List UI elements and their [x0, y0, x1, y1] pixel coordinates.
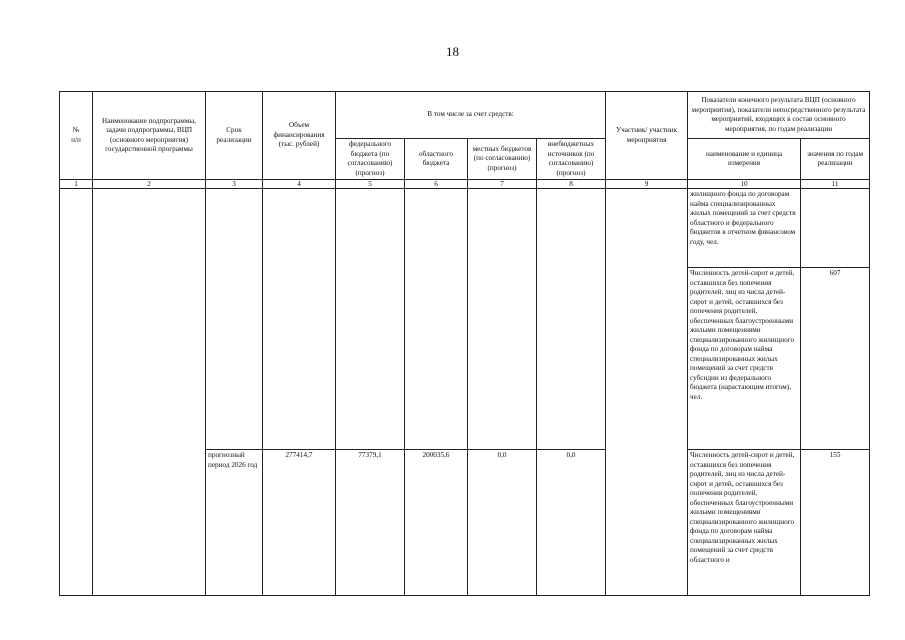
header-name: Наименование подпрограммы, задачи подпрограммы, ВЦП (основного мероприятия) государственной программы	[93, 92, 206, 180]
cell-local	[468, 189, 537, 450]
program-table	[59, 91, 870, 596]
indicator-value: 155	[801, 450, 870, 596]
cell-total	[263, 189, 336, 450]
page-number: 18	[446, 44, 459, 59]
column-number: 2	[93, 180, 206, 189]
indicator-text: Численность детей-сирот и детей, оставшихся без попечения родителей, лиц из числа детей-сирот и детей, оставшихся без попечения родителей, обеспеченных благоустроенными жилыми помещениями специализированного жилищного фонда по договорам найма специализированных жилых помещений за счет средств областного и	[688, 450, 801, 596]
indicator-value: 607	[801, 268, 870, 450]
cell-federal	[336, 189, 405, 450]
header-indicator-name: наименование и единица измерения	[688, 139, 801, 180]
column-number-row	[60, 180, 870, 189]
column-number: 8	[537, 180, 606, 189]
column-number: 7	[468, 180, 537, 189]
column-number: 5	[336, 180, 405, 189]
header-number: № п/п	[60, 92, 93, 180]
extra-cell: 0,0	[537, 450, 606, 596]
cell-term	[206, 189, 263, 450]
regional-cell: 200035,6	[405, 450, 468, 596]
column-number: 9	[606, 180, 688, 189]
header-term: Срок реализации	[206, 92, 263, 180]
federal-cell: 77379,1	[336, 450, 405, 596]
indicator-value	[801, 189, 870, 268]
term-cell: прогнозный период 2026 год	[206, 450, 263, 596]
cell-number	[60, 189, 93, 596]
header-federal: федерального бюджета (по согласованию) (прогноз)	[336, 139, 405, 180]
header-indicator-values: значения по годам реализации	[801, 139, 870, 180]
table-row	[60, 189, 870, 268]
cell-name	[93, 189, 206, 596]
header-local: местных бюджетов (по согласованию) (прогноз)	[468, 139, 537, 180]
column-number: 6	[405, 180, 468, 189]
header-participant: Участник/ участник мероприятия	[606, 92, 688, 180]
header-indicators-group: Показатели конечного результата ВЦП (основного мероприятия), показатели непосредственного результата мероприятий, входящих в состав основного мероприятия, по годам реализации	[688, 92, 870, 139]
total-cell: 277414,7	[263, 450, 336, 596]
header-sources-group: В том числе за счет средств:	[336, 92, 606, 139]
header-regional: областного бюджета	[405, 139, 468, 180]
column-number: 11	[801, 180, 870, 189]
cell-regional	[405, 189, 468, 450]
indicator-text: жилищного фонда по договорам найма специализированных жилых помещений за счет средств областного и федерального бюджетов в отчетном финансовом году, чел.	[688, 189, 801, 268]
column-number: 10	[688, 180, 801, 189]
column-number: 1	[60, 180, 93, 189]
cell-participant	[606, 189, 688, 596]
column-number: 3	[206, 180, 263, 189]
header-total: Объем финансирования (тыс. рублей)	[263, 92, 336, 180]
local-cell: 0,0	[468, 450, 537, 596]
column-number: 4	[263, 180, 336, 189]
cell-extra	[537, 189, 606, 450]
header-extra: внебюджетных источников (по согласованию) (прогноз)	[537, 139, 606, 180]
indicator-text: Численность детей-сирот и детей, оставшихся без попечения родителей, лиц из числа детей-сирот и детей, оставшихся без попечения родителей, обеспеченных благоустроенными жилыми помещениями специализированного жилищного фонда по договорам найма специализированных жилых помещений за счет средств субсидии из федерального бюджета (нарастающим итогом), чел.	[688, 268, 801, 450]
